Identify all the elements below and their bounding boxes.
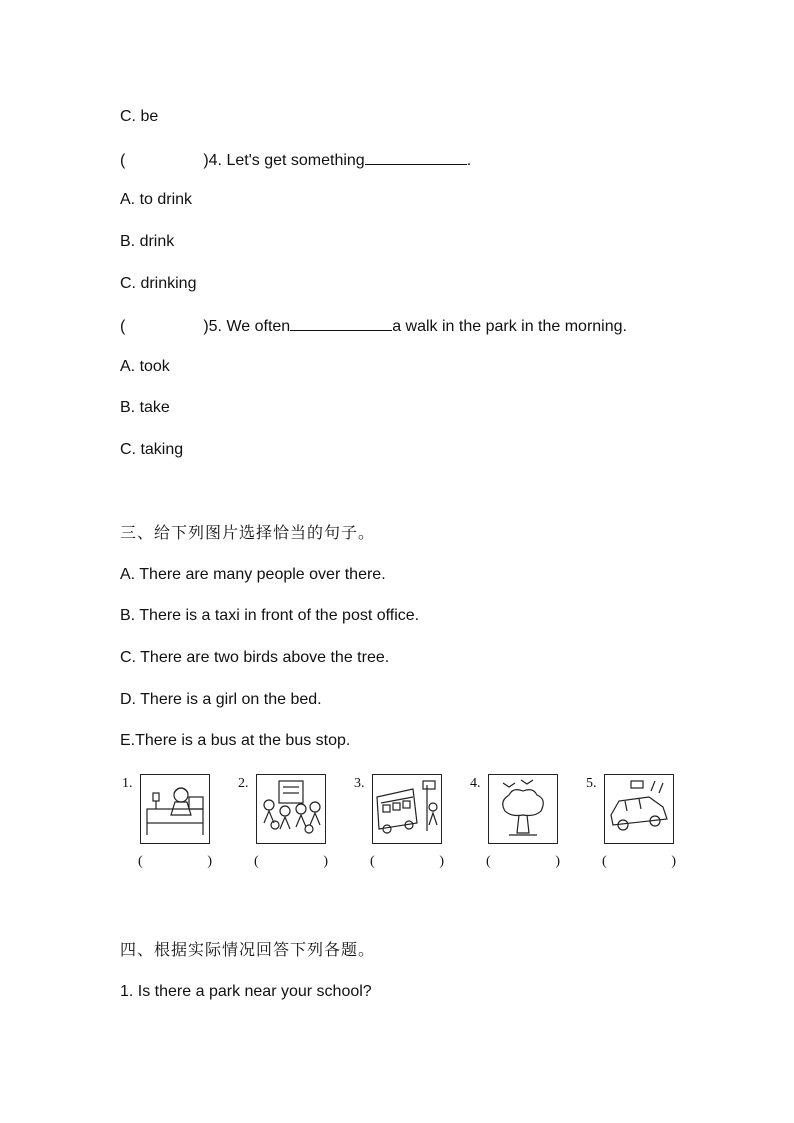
picture-number: 3. (354, 776, 365, 791)
q3-option-c: C. be (120, 108, 159, 125)
answer-paren-open: ( (602, 854, 607, 869)
picture-3-answer[interactable] (370, 854, 444, 870)
section4-heading: 四、根据实际情况回答下列各题。 (120, 940, 376, 959)
sentence-b: B. There is a taxi in front of the post office. (120, 607, 420, 624)
picture-5 (582, 770, 692, 880)
q4-option-b: B. drink (120, 233, 175, 250)
question-1: 1. Is there a park near your school? (120, 983, 372, 1000)
answer-paren-close: ) (207, 854, 212, 869)
crowd-of-people-picture (256, 774, 326, 844)
answer-paren-open: ( (254, 854, 259, 869)
taxi-picture (604, 774, 674, 844)
picture-number: 2. (238, 776, 249, 791)
sentence-e: E.There is a bus at the bus stop. (120, 732, 351, 749)
girl-on-bed-picture (140, 774, 210, 844)
picture-1 (118, 770, 228, 880)
q5-stem (120, 315, 627, 337)
picture-5-answer[interactable] (602, 854, 676, 870)
q4-answer-paren-open: ( (120, 152, 126, 169)
answer-paren-open: ( (138, 854, 143, 869)
answer-paren-open: ( (370, 854, 375, 869)
q5-fill-blank[interactable] (290, 315, 392, 331)
q5-answer-paren-open: ( (120, 318, 126, 335)
answer-paren-close: ) (439, 854, 444, 869)
q4-stem-end: . (466, 152, 472, 169)
picture-3 (350, 770, 460, 880)
bus-at-bus-stop-picture (372, 774, 442, 844)
picture-number: 4. (470, 776, 481, 791)
q5-stem-before: )5. We often (203, 318, 291, 335)
answer-paren-close: ) (555, 854, 560, 869)
section3-heading: 三、给下列图片选择恰当的句子。 (120, 523, 376, 542)
picture-row (118, 770, 678, 880)
q5-option-b: B. take (120, 399, 170, 416)
q5-option-a: A. took (120, 358, 170, 375)
q4-option-a: A. to drink (120, 191, 193, 208)
q5-option-c: C. taking (120, 441, 184, 458)
answer-paren-close: ) (323, 854, 328, 869)
picture-2-answer[interactable] (254, 854, 328, 870)
picture-4 (466, 770, 576, 880)
q4-option-c: C. drinking (120, 275, 197, 292)
q4-stem (120, 149, 471, 171)
q4-fill-blank[interactable] (365, 149, 467, 165)
q5-stem-after: a walk in the park in the morning. (392, 318, 627, 335)
sentence-c: C. There are two birds above the tree. (120, 649, 390, 666)
picture-1-answer[interactable] (138, 854, 212, 870)
sentence-d: D. There is a girl on the bed. (120, 691, 322, 708)
picture-4-answer[interactable] (486, 854, 560, 870)
answer-paren-open: ( (486, 854, 491, 869)
q4-stem-text: )4. Let's get something (203, 152, 365, 169)
answer-paren-close: ) (671, 854, 676, 869)
picture-2 (234, 770, 344, 880)
picture-number: 1. (122, 776, 133, 791)
picture-number: 5. (586, 776, 597, 791)
sentence-a: A. There are many people over there. (120, 566, 386, 583)
birds-above-tree-picture (488, 774, 558, 844)
